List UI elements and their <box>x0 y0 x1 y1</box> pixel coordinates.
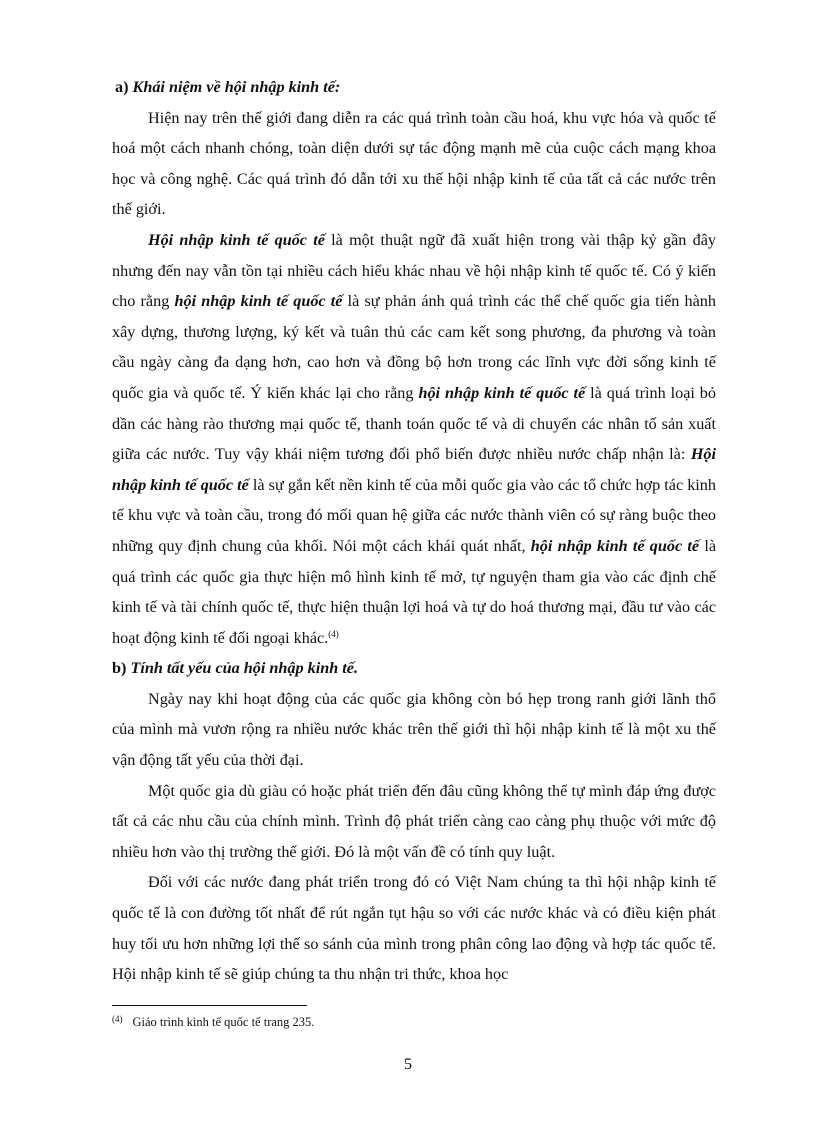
section-b-paragraph-1: Ngày nay khi hoạt động của các quốc gia không còn bó hẹp trong ranh giới lãnh thổ của mình mà vươn rộng ra nhiều nước khác trên thế giới thì hội nhập kinh tế là một xu thế vận động tất yếu của thời đại. <box>112 689 716 770</box>
section-a-heading <box>112 72 716 103</box>
paragraph-text: là sự phản ánh quá trình các thể chế quốc gia tiến hành xây dựng, thương lượng, ký kết và tuân thủ các cam kết song phương, đa phương và toàn cầu ngày càng đa dạng hơn, cao hơn và đồng bộ hơn trong các lĩnh vực đời sống kinh tế quốc gia và quốc tế. Ý kiến khác lại cho rằng <box>112 292 716 402</box>
paragraph-text: là sự gắn kết nền kinh tế của mỗi quốc gia vào các tổ chức hợp tác kinh tế khu vực và toàn cầu, trong đó mối quan hệ giữa các nước thành viên có sự ràng buộc theo những quy định chung của khối. Nói một cách khái quát nhất, <box>112 475 716 555</box>
section-a-paragraph-2 <box>112 225 716 653</box>
term-emphasis: hội nhập kinh tế quốc tế <box>174 292 343 311</box>
section-b-prefix: b) <box>112 659 127 678</box>
term-emphasis: Hội nhập kinh tế quốc tế <box>112 445 716 494</box>
section-b-paragraph-2: Một quốc gia dù giàu có hoặc phát triển đến đâu cũng không thể tự mình đáp ứng được tất cả các nhu cầu của chính mình. Trình độ phát triển càng cao càng phụ thuộc với mức độ nhiều hơn vào thị trường thế giới. Đó là một vấn đề có tính quy luật. <box>112 781 716 861</box>
section-a-title: Khái niệm về hội nhập kinh tế: <box>128 78 341 96</box>
footnote-mark: (4) <box>112 1014 123 1024</box>
footnote-reference[interactable]: (4) <box>328 628 339 639</box>
page-number: 5 <box>404 1056 412 1073</box>
section-a-prefix: a) <box>115 78 129 96</box>
section-b-title: Tính tất yếu của hội nhập kinh tế. <box>126 659 359 678</box>
footnote-separator <box>112 1005 307 1006</box>
section-b-paragraph-3: Đối với các nước đang phát triển trong đó có Việt Nam chúng ta thì hội nhập kinh tế quốc tế là con đường tốt nhất để rút ngắn tụt hậu so với các nước khác và có điều kiện phát huy tối ưu hơn những lợi thế so sánh của mình trong phân công lao động và hợp tác quốc tế. Hội nhập kinh tế sẽ giúp chúng ta thu nhận tri thức, khoa học <box>112 873 716 984</box>
page-body <box>112 72 716 990</box>
footnote-text: Giáo trình kinh tế quốc tế trang 235. <box>132 1015 315 1029</box>
section-a-paragraph-1: Hiện nay trên thế giới đang diễn ra các quá trình toàn cầu hoá, khu vực hóa và quốc tế hoá một cách nhanh chóng, toàn diện dưới sự tác động mạnh mẽ của cuộc cách mạng khoa học và công nghệ. Các quá trình đó dẫn tới xu thế hội nhập kinh tế của tất cả các nước trên thế giới. <box>112 108 716 219</box>
term-emphasis: hội nhập kinh tế quốc tế <box>418 383 586 402</box>
term-emphasis: Hội nhập kinh tế quốc tế <box>148 230 325 249</box>
paragraph-text: là một thuật ngữ đã xuất hiện trong vài thập kỷ gần đây nhưng đến nay vẫn tồn tại nhiều cách hiểu khác nhau về hội nhập kinh tế quốc tế. Có ý kiến cho rằng <box>112 230 716 311</box>
paragraph-text: là quá trình loại bỏ dần các hàng rào thương mại quốc tế, thanh toán quốc tế và di chuyển các nhân tố sản xuất giữa các nước. Tuy vậy khái niệm tương đối phổ biến được nhiều nước chấp nhận là: <box>112 383 716 464</box>
footnote <box>112 1014 314 1030</box>
paragraph-text: là quá trình các quốc gia thực hiện mô hình kinh tế mở, tự nguyện tham gia vào các định chế kinh tế và tài chính quốc tế, thực hiện thuận lợi hoá và tự do hoá thương mại, đầu tư vào các hoạt động kinh tế đối ngoại khác. <box>112 536 717 647</box>
section-b-heading <box>112 653 716 684</box>
term-emphasis: hội nhập kinh tế quốc tế <box>530 536 700 555</box>
